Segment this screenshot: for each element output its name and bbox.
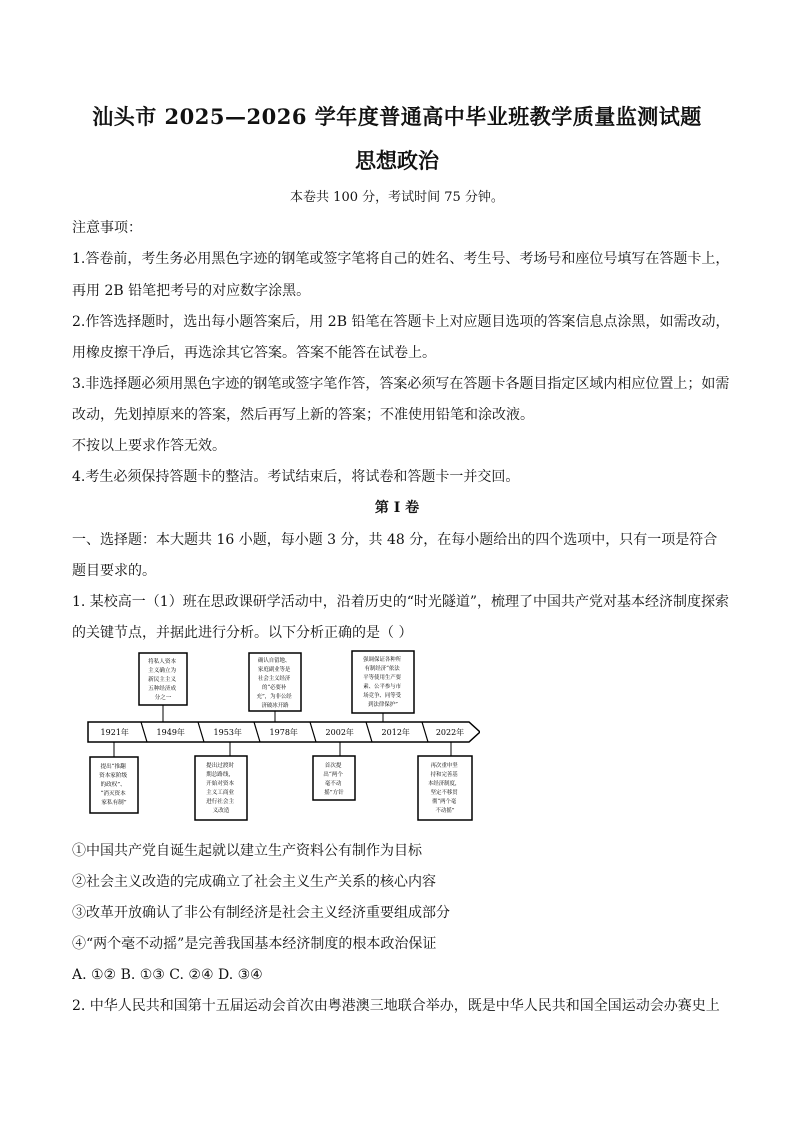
bottom-box-line: 提出“推翻 (100, 764, 126, 770)
notice-line: 4.考生必须保持答题卡的整洁。考试结束后，将试卷和答题卡一并交回。 (72, 469, 520, 485)
bottom-box-line: 不动摇” (435, 808, 455, 814)
bottom-box-line: 家私有制” (101, 800, 127, 806)
option-3: ③改革开放确认了非公有制经济是社会主义经济重要组成部分 (72, 905, 450, 921)
exam-title: 汕头市 2025—2026 学年度普通高中毕业班教学质量监测试题 (92, 104, 702, 129)
notice-line: 3.非选择题必须用黑色字迹的钢笔或签字笔作答，答案必须写在答题卡各题目指定区域内相应位置上；如需 (72, 376, 730, 392)
bottom-box-line: 期总路线， (206, 772, 235, 778)
notice-line: 1.答卷前，考生务必用黑色字迹的钢笔或签字笔将自己的姓名、考生号、考场号和座位号填写在答题卡上， (72, 251, 730, 267)
option-4: ④“两个毫不动摇”是完善我国基本经济制度的根本政治保证 (72, 936, 437, 952)
bottom-box-2022 (418, 742, 472, 820)
question-2-stem: 2. 中华人民共和国第十五届运动会首次由粤港澳三地联合举办，既是中华人民共和国全国运动会办赛史上 (72, 998, 720, 1014)
notice-line: 改动，先划掉原来的答案，然后再写上新的答案；不准使用铅笔和涂改液。 (72, 407, 534, 423)
svg-text:提出“推翻 资本家阶级 的政 (99, 762, 129, 806)
section-title: 第 I 卷 (374, 500, 420, 516)
question-1-stem: 的关键节点，并据此进行分析。以下分析正确的是（ ） (72, 625, 413, 641)
top-box-1978 (249, 653, 301, 722)
top-box-line: 场竞争、同等受 (363, 693, 402, 699)
top-box-line: 分之一 (154, 695, 172, 701)
bottom-box-line: 提出过渡时 (206, 763, 235, 769)
bottom-box-line: 本经济制度， (427, 781, 461, 787)
top-box-2012 (352, 651, 414, 722)
notice-line: 再用 2B 铅笔把考号的对应数字涂黑。 (72, 283, 311, 299)
top-box-line: 济破冰开路 (261, 703, 289, 709)
year-label: 2002年 (325, 728, 354, 737)
year-label: 1949年 (156, 728, 185, 737)
notice-line: 2.作答选择题时，选出每小题答案后，用 2B 铅笔在答题卡上对应题目选项的答案信息点涂黑，如需改动， (72, 314, 730, 330)
option-1: ①中国共产党自诞生起就以建立生产资料公有制作为目标 (72, 843, 422, 859)
bottom-box-line: 摇”方针 (324, 790, 344, 796)
year-label: 1921年 (100, 728, 129, 737)
top-box-line: 强调保证各种所 (363, 657, 402, 663)
section-instruction: 题目要求的。 (72, 563, 156, 579)
notice-line: 不按以上要求作答无效。 (72, 438, 226, 454)
bottom-box-line: 开始对资本 (206, 781, 235, 787)
bottom-box-line: 主义工商业 (206, 790, 235, 796)
subject-title: 思想政治 (355, 148, 439, 173)
top-box-line: 家庭副业等是 (257, 667, 291, 673)
bottom-box-line: 坚定不移贯 (430, 790, 458, 796)
top-box-line: 充”，为非公经 (256, 694, 292, 700)
top-box-line: 素、公平参与市 (363, 684, 402, 690)
top-box-line: 到法律保护” (368, 702, 398, 708)
bottom-box-line: 出“两个 (323, 772, 343, 778)
top-box-line: 有制经济“依法 (364, 666, 400, 672)
year-label: 2012年 (381, 728, 410, 737)
notice-heading: 注意事项： (72, 220, 142, 236)
option-2: ②社会主义改造的完成确立了社会主义生产关系的核心内容 (72, 874, 436, 890)
top-box-line: 的“必要补 (261, 685, 287, 691)
timeline-band (88, 722, 480, 742)
bottom-box-line: “消灭资本 (100, 791, 126, 797)
top-box-line: 社会主义经济 (257, 676, 291, 682)
answer-choices: A. ①② B. ①③ C. ②④ D. ③④ (72, 967, 263, 983)
exam-info: 本卷共 100 分，考试时间 75 分钟。 (290, 190, 504, 205)
bottom-box-line: 进行社会主 (206, 799, 235, 805)
notice-line: 用橡皮擦干净后，再选涂其它答案。答案不能答在试卷上。 (72, 345, 436, 361)
bottom-box-line: 义改造 (212, 808, 230, 814)
timeline-figure (84, 650, 480, 830)
question-1-stem: 1. 某校高一（1）班在思政课研学活动中，沿着历史的“时光隧道”，梳理了中国共产党对基本经济制度探索 (72, 594, 730, 610)
top-box-line: 主义确立为 (148, 668, 177, 674)
top-box-line: 将私人资本 (148, 659, 177, 665)
bottom-box-line: 首次提 (324, 763, 342, 769)
top-box-line: 新民主主义 (148, 677, 177, 683)
bottom-box-2002 (313, 742, 355, 800)
bottom-box-line: 彻“两个毫 (431, 799, 457, 805)
top-box-line: 五种经济成 (148, 686, 177, 692)
year-label: 2022年 (435, 728, 465, 737)
top-box-line: 确认自留地、 (257, 658, 291, 664)
year-label: 1953年 (213, 728, 242, 737)
bottom-box-line: 再次重申坚 (430, 763, 458, 769)
section-instruction: 一、选择题：本大题共 16 小题，每小题 3 分，共 48 分，在每小题给出的四个选项中，只有一项是符合 (72, 532, 718, 548)
bottom-box-1921 (90, 742, 138, 813)
year-label: 1978年 (269, 728, 298, 737)
top-box-1949 (139, 653, 187, 722)
bottom-box-line: 持和完善基 (430, 772, 458, 778)
bottom-box-1953 (195, 742, 247, 820)
top-box-line: 平等使用生产要 (363, 675, 402, 681)
bottom-box-line: 毫不动 (324, 781, 342, 787)
bottom-box-line: 的政权”、 (100, 782, 126, 788)
bottom-box-line: 资本家阶级 (99, 773, 128, 779)
